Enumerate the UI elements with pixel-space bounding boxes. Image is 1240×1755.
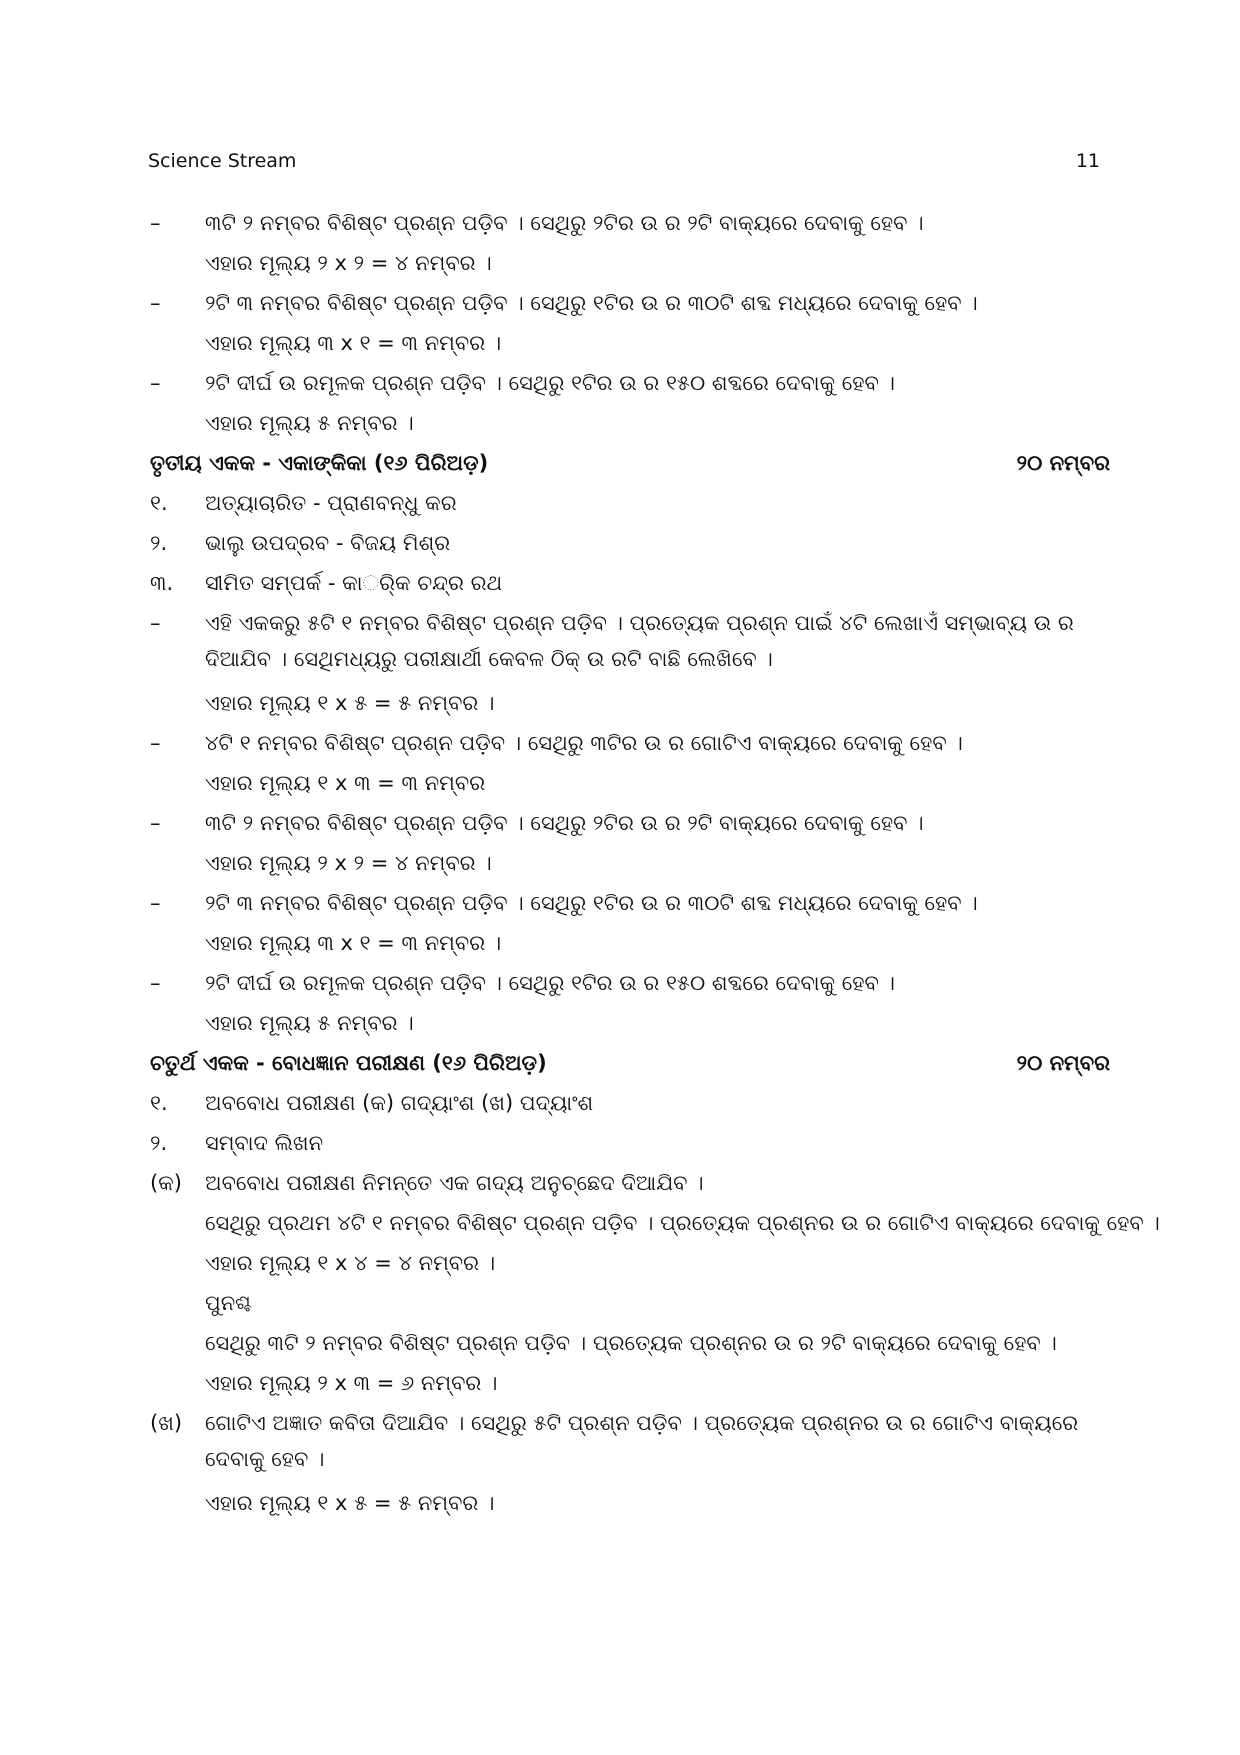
list-marker: (କ): [150, 1171, 182, 1195]
list-item: [150, 1163, 1110, 1203]
marks-line: [150, 243, 1110, 283]
line-text: ପୁନଶ୍ଚ: [205, 1291, 253, 1315]
line-text: ଏହାର ମୂଲ୍ୟ ୫ ନମ୍ବର ।: [205, 1011, 414, 1035]
marks-line: [150, 1203, 1160, 1243]
list-item: [150, 1403, 1110, 1483]
line-text: ଅବବୋଧ ପରୀକ୍ଷଣ (କ) ଗଦ୍ୟାଂଶ (ଖ) ପଦ୍ୟାଂଶ: [205, 1091, 594, 1115]
page-number: 11: [1075, 150, 1100, 172]
list-marker: ୨.: [150, 531, 168, 555]
line-text: ଅତ୍ୟାଚାରିତ - ପ୍ରାଣବନ୍ଧୁ କର: [205, 491, 457, 515]
list-marker: (ଖ): [150, 1411, 183, 1435]
list-item: [150, 283, 1110, 323]
line-text: ୨ଟି ୩ ନମ୍ବର ବିଶିଷ୍ଟ ପ୍ରଶ୍ନ ପଡ଼ିବ । ସେଥିରୁ ୧ଟିର ଉ ର ୩୦ଟି ଶବ୍ଦ ମଧ୍ୟରେ ଦେବାକୁ ହେବ ।: [205, 291, 978, 315]
marks-line: [150, 1243, 1110, 1283]
section-heading: [150, 443, 1110, 483]
list-item: [150, 803, 1110, 843]
section-marks: ୨୦ ନମ୍ବର: [1016, 451, 1110, 475]
syllabus-body: [150, 203, 1160, 1523]
marks-line: [150, 1003, 1110, 1043]
list-marker: –: [150, 731, 161, 755]
line-text: ୨ଟି ୩ ନମ୍ବର ବିଶିଷ୍ଟ ପ୍ରଶ୍ନ ପଡ଼ିବ । ସେଥିରୁ ୧ଟିର ଉ ର ୩୦ଟି ଶବ୍ଦ ମଧ୍ୟରେ ଦେବାକୁ ହେବ ।: [205, 891, 978, 915]
list-marker: –: [150, 371, 161, 395]
marks-line: [150, 1363, 1110, 1403]
line-text: ୪ଟି ୧ ନମ୍ବର ବିଶିଷ୍ଟ ପ୍ରଶ୍ନ ପଡ଼ିବ । ସେଥିରୁ ୩ଟିର ଉ ର ଗୋଟିଏ ବାକ୍ୟରେ ଦେବାକୁ ହେବ ।: [205, 731, 963, 755]
list-item: [150, 363, 1110, 403]
list-item: [150, 723, 1110, 763]
line-text: ଭାଲୁ ଉପଦ୍ରବ - ବିଜୟ ମିଶ୍ର: [205, 531, 451, 555]
list-marker: –: [150, 611, 161, 635]
marks-line: [150, 763, 1110, 803]
list-item: [150, 603, 1110, 683]
list-marker: ୧.: [150, 491, 168, 515]
line-text: ସେଥିରୁ ୩ଟି ୨ ନମ୍ବର ବିଶିଷ୍ଟ ପ୍ରଶ୍ନ ପଡ଼ିବ । ପ୍ରତ୍ୟେକ ପ୍ରଶ୍ନର ଉ ର ୨ଟି ବାକ୍ୟରେ ଦେବାକୁ ହେବ ।: [205, 1331, 1057, 1355]
section-heading-title: ତୃତୀୟ ଏକକ - ଏକାଙ୍କିକା (୧୬ ପିରିଅଡ଼): [150, 451, 489, 475]
line-text: ଏହାର ମୂଲ୍ୟ ୩ x ୧ = ୩ ନମ୍ବର ।: [205, 931, 502, 955]
marks-line: [150, 403, 1110, 443]
line-text: ଏହାର ମୂଲ୍ୟ ୧ x ୫ = ୫ ନମ୍ବର ।: [205, 691, 495, 715]
line-text: ଏହାର ମୂଲ୍ୟ ୧ x ୪ = ୪ ନମ୍ବର ।: [205, 1251, 496, 1275]
line-text: ୩ଟି ୨ ନମ୍ବର ବିଶିଷ୍ଟ ପ୍ରଶ୍ନ ପଡ଼ିବ । ସେଥିରୁ ୨ଟିର ଉ ର ୨ଟି ବାକ୍ୟରେ ଦେବାକୁ ହେବ ।: [205, 211, 924, 235]
list-item: [150, 203, 1110, 243]
list-marker: –: [150, 891, 161, 915]
marks-line: [150, 1483, 1110, 1523]
line-text: ୨ଟି ଦୀର୍ଘ ଉ ରମୂଳକ ପ୍ରଶ୍ନ ପଡ଼ିବ । ସେଥିରୁ ୧ଟିର ଉ ର ୧୫୦ ଶବ୍ଦରେ ଦେବାକୁ ହେବ ।: [205, 371, 895, 395]
line-text: ଏହାର ମୂଲ୍ୟ ୨ x ୨ = ୪ ନମ୍ବର ।: [205, 851, 492, 875]
list-marker: –: [150, 211, 161, 235]
list-marker: –: [150, 291, 161, 315]
list-item: [150, 483, 1110, 523]
line-text: ଏହାର ମୂଲ୍ୟ ୨ x ୩ = ୬ ନମ୍ବର ।: [205, 1371, 498, 1395]
marks-line: [150, 683, 1110, 723]
list-item: [150, 523, 1110, 563]
line-text: ଏହାର ମୂଲ୍ୟ ୩ x ୧ = ୩ ନମ୍ବର ।: [205, 331, 502, 355]
list-item: [150, 1123, 1110, 1163]
section-marks: ୨୦ ନମ୍ବର: [1016, 1051, 1110, 1075]
list-item: [150, 883, 1110, 923]
line-text: ୨ଟି ଦୀର୍ଘ ଉ ରମୂଳକ ପ୍ରଶ୍ନ ପଡ଼ିବ । ସେଥିରୁ ୧ଟିର ଉ ର ୧୫୦ ଶବ୍ଦରେ ଦେବାକୁ ହେବ ।: [205, 971, 895, 995]
line-text: ସେଥିରୁ ପ୍ରଥମ ୪ଟି ୧ ନମ୍ବର ବିଶିଷ୍ଟ ପ୍ରଶ୍ନ ପଡ଼ିବ । ପ୍ରତ୍ୟେକ ପ୍ରଶ୍ନର ଉ ର ଗୋଟିଏ ବାକ୍ୟରେ ଦେବାକୁ ହେବ ।: [205, 1211, 1160, 1235]
line-text: ୩ଟି ୨ ନମ୍ବର ବିଶିଷ୍ଟ ପ୍ରଶ୍ନ ପଡ଼ିବ । ସେଥିରୁ ୨ଟିର ଉ ର ୨ଟି ବାକ୍ୟରେ ଦେବାକୁ ହେବ ।: [205, 811, 924, 835]
section-heading: [150, 1043, 1110, 1083]
stream-label: Science Stream: [148, 150, 297, 172]
list-item: [150, 1083, 1110, 1123]
line-text: ଏହାର ମୂଲ୍ୟ ୧ x ୫ = ୫ ନମ୍ବର ।: [205, 1491, 495, 1515]
section-heading-title: ଚତୁର୍ଥ ଏକକ - ବୋଧଜ୍ଞାନ ପରୀକ୍ଷଣ (୧୬ ପିରିଅଡ଼): [150, 1051, 547, 1075]
list-marker: ୧.: [150, 1091, 168, 1115]
list-item: [150, 563, 1110, 603]
marks-line: [150, 323, 1110, 363]
line-text: ଏହି ଏକକରୁ ୫ଟି ୧ ନମ୍ବର ବିଶିଷ୍ଟ ପ୍ରଶ୍ନ ପଡ଼ିବ । ପ୍ରତ୍ୟେକ ପ୍ରଶ୍ନ ପାଇଁ ୪ଟି ଲେଖାଏଁ ସମ୍ଭାବ୍ୟ ଉ ର ଦିଆଯିବ । ସେଥିମଧ୍ୟରୁ ପରୀକ୍ଷାର୍ଥୀ କେବଳ ଠିକ୍ ଉ ରଟି ବାଛି ଲେଖିବେ ।: [205, 611, 1074, 671]
list-marker: ୨.: [150, 1131, 168, 1155]
line-text: ଅବବୋଧ ପରୀକ୍ଷଣ ନିମନ୍ତେ ଏକ ଗଦ୍ୟ ଅନୁଚ୍ଛେଦ ଦିଆଯିବ ।: [205, 1171, 704, 1195]
list-marker: ୩.: [150, 571, 174, 595]
list-item: [150, 963, 1110, 1003]
line-text: ଏହାର ମୂଲ୍ୟ ୨ x ୨ = ୪ ନମ୍ବର ।: [205, 251, 492, 275]
marks-line: [150, 923, 1110, 963]
list-marker: –: [150, 811, 161, 835]
line-text: ସମ୍ବାଦ ଲିଖନ: [205, 1131, 324, 1155]
line-text: ସୀମିତ ସମ୍ପର୍କ - କାର୍ିକ ଚନ୍ଦ୍ର ରଥ: [205, 571, 503, 595]
line-text: ଏହାର ମୂଲ୍ୟ ୫ ନମ୍ବର ।: [205, 411, 414, 435]
page-header: [148, 150, 1100, 180]
line-text: ଗୋଟିଏ ଅଜ୍ଞାତ କବିତା ଦିଆଯିବ । ସେଥିରୁ ୫ଟି ପ୍ରଶ୍ନ ପଡ଼ିବ । ପ୍ରତ୍ୟେକ ପ୍ରଶ୍ନର ଉ ର ଗୋଟିଏ ବାକ୍ୟରେ ଦେବାକୁ ହେବ ।: [205, 1411, 1079, 1471]
marks-line: [150, 1283, 1110, 1323]
line-text: ଏହାର ମୂଲ୍ୟ ୧ x ୩ = ୩ ନମ୍ବର: [205, 771, 486, 795]
marks-line: [150, 1323, 1110, 1363]
list-marker: –: [150, 971, 161, 995]
marks-line: [150, 843, 1110, 883]
